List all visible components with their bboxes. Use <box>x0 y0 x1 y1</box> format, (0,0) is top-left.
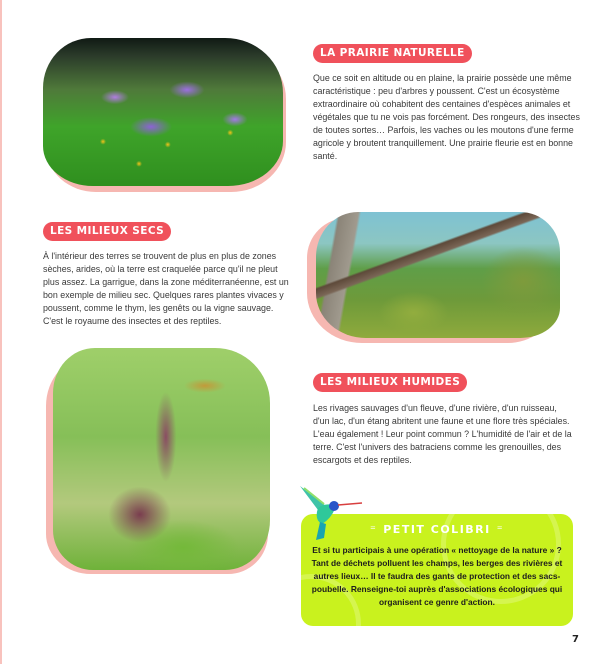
section-title-dry: LES MILIEUX SECS <box>43 222 171 241</box>
callout-text: Et si tu participais à une opération « nettoyage de la nature » ? Tant de déchets polluent les champs, les berges des rivières et autres lieux… Il te faudra des gants de protection et des sacs-poubelle. Renseigne-toi auprès d'associations écologiques qui organisent ce genre d'action. <box>311 545 563 607</box>
meadow-photo <box>43 38 283 186</box>
heron-photo <box>53 348 270 570</box>
callout-title: PETIT COLIBRI <box>383 523 491 536</box>
section-text-wet: Les rivages sauvages d'un fleuve, d'une rivière, d'un ruisseau, d'un lac, d'un étang abritent une faune et une flore très spéciales. L'eau également ! Leur point commun ? L'humidité de l'air et de la terre. C'est l'univers des batraciens comme les grenouilles, des escargots et des reptiles. <box>313 403 572 465</box>
page-edge-border <box>0 0 2 664</box>
section-text-prairie: Que ce soit en altitude ou en plaine, la prairie possède une même caractéristique : peu d'arbres y poussent. C'est un écosystème extraordinaire où cohabitent des centaines d'espèces animales et végétales que tu ne vois pas forcément. Des rongeurs, des insectes de toutes sortes… Parfois, les vaches ou les moutons d'une ferme agricole y broutent tranquillement. Une prairie fleurie est en bonne santé. <box>313 73 580 161</box>
section-text-dry: À l'intérieur des terres se trouvent de plus en plus de zones sèches, arides, où la terre est craquelée parce qu'il ne pleut plus assez. La garrigue, dans la zone méditerranéenne, est un bon exemple de milieu sec. Quelques rares plantes vivaces y poussent, comme le thym, les genêts ou la vigne sauvage. C'est le royaume des insectes et des reptiles. <box>43 251 289 326</box>
section-title-prairie: LA PRAIRIE NATURELLE <box>313 44 472 63</box>
sparkle-left-icon: ⁼ <box>369 523 378 536</box>
forest-photo <box>316 212 560 338</box>
hummingbird-icon <box>296 484 366 544</box>
section-title-wet: LES MILIEUX HUMIDES <box>313 373 467 392</box>
sparkle-right-icon: ⁼ <box>496 523 505 536</box>
page-number: 7 <box>572 634 579 645</box>
